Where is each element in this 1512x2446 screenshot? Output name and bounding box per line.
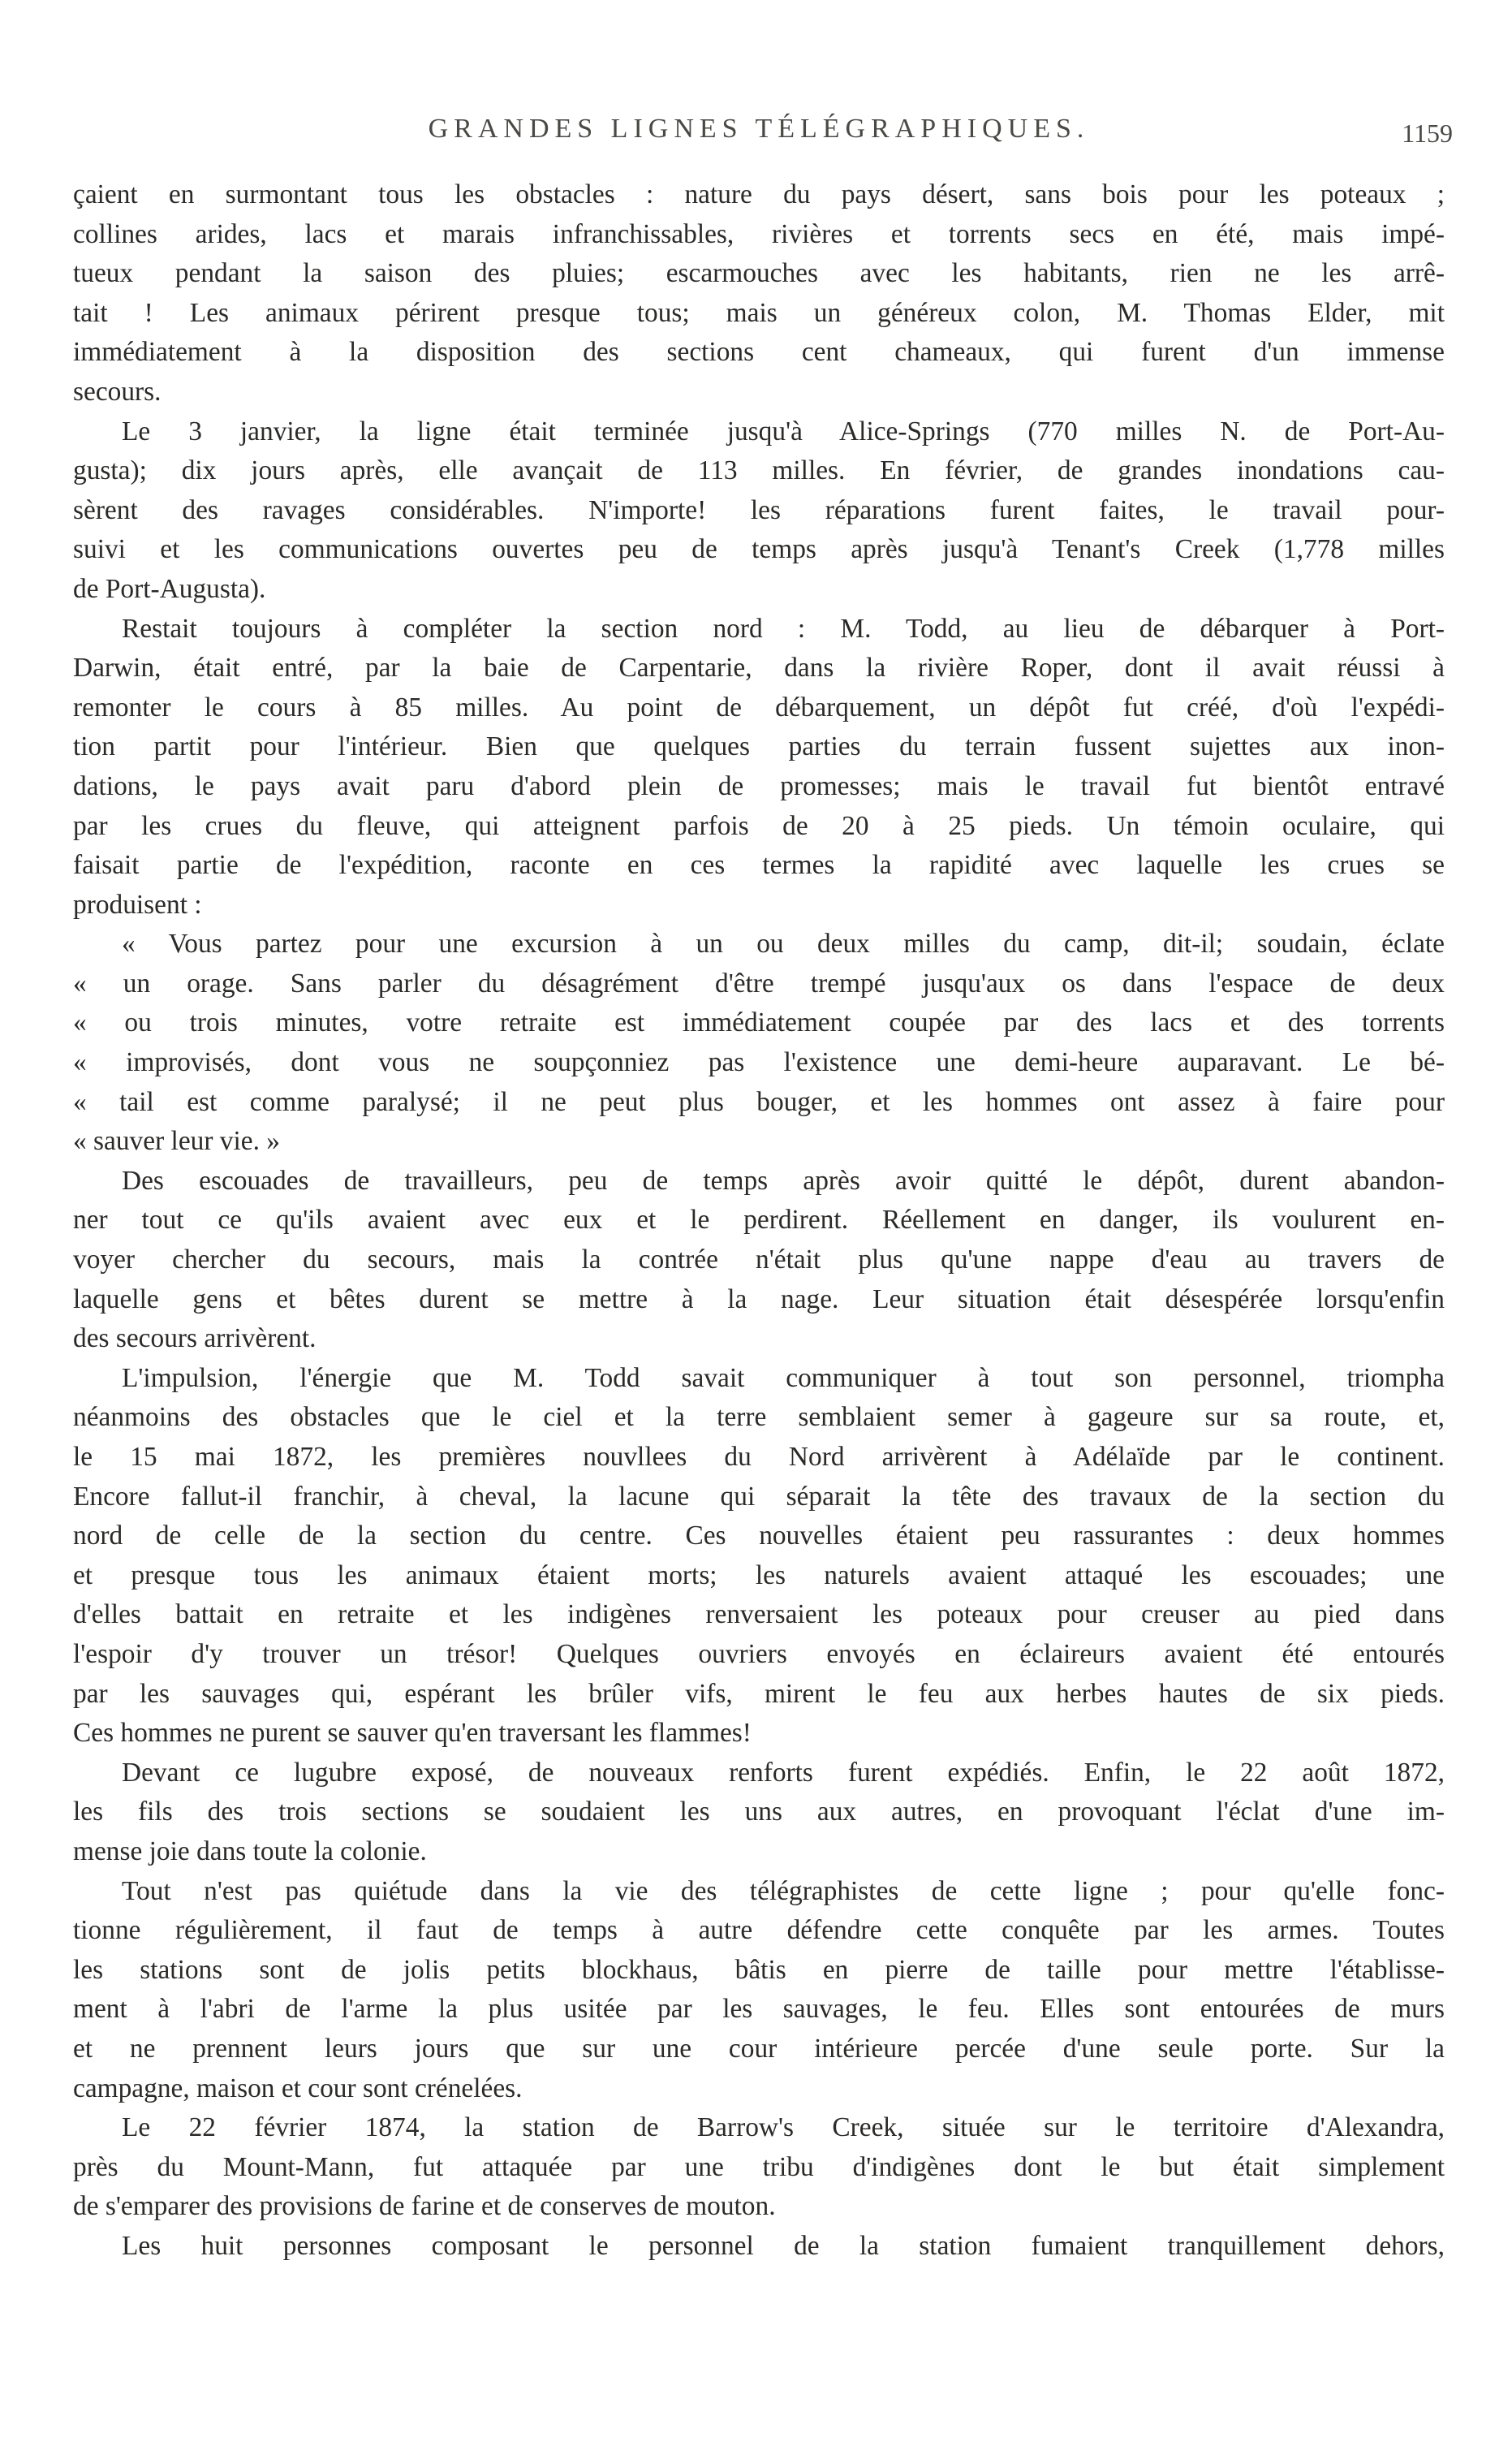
running-title: GRANDES LIGNES TÉLÉGRAPHIQUES. (428, 114, 1090, 144)
text-line: Des escouades de travailleurs, peu de temps après avoir quitté le dépôt, durent abandon- (122, 1165, 1445, 1196)
text-line: et presque tous les animaux étaient morts; les naturels avaient attaqué les escouades; une (73, 1559, 1445, 1590)
text-line: des secours arrivèrent. (73, 1323, 317, 1354)
text-line: les stations sont de jolis petits blockhaus, bâtis en pierre de taille pour mettre l'établisse- (73, 1954, 1445, 1985)
text-line: tionne régulièrement, il faut de temps à autre défendre cette conquête par les armes. Toutes (73, 1915, 1445, 1946)
text-line: et ne prennent leurs jours que sur une cour intérieure percée d'une seule porte. Sur la (73, 2033, 1445, 2064)
paragraph (73, 610, 1445, 925)
body-text (73, 175, 1445, 2266)
text-line: campagne, maison et cour sont crénelées. (73, 2073, 523, 2103)
text-line: immédiatement à la disposition des sections cent chameaux, qui furent d'un immense (73, 337, 1445, 368)
text-line: Le 22 février 1874, la station de Barrow's Creek, située sur le territoire d'Alexandra, (122, 2112, 1445, 2143)
paragraph (73, 2108, 1445, 2227)
text-line: tueux pendant la saison des pluies; escarmouches avec les habitants, rien ne les arrê- (73, 258, 1445, 289)
text-line: « sauver leur vie. » (73, 1126, 280, 1157)
text-line: L'impulsion, l'énergie que M. Todd savait communiquer à tout son personnel, triompha (122, 1362, 1445, 1393)
text-line: Les huit personnes composant le personnel de la station fumaient tranquillement dehors, (122, 2230, 1445, 2261)
text-line: sèrent des ravages considérables. N'importe! les réparations furent faites, le travail pour- (73, 494, 1445, 525)
text-line: le 15 mai 1872, les premières nouvllees du Nord arrivèrent à Adélaïde par le continent. (73, 1442, 1445, 1472)
text-line: par les sauvages qui, espérant les brûler vifs, mirent le feu aux herbes hautes de six pieds. (73, 1678, 1445, 1709)
text-line: Ces hommes ne purent se sauver qu'en traversant les flammes! (73, 1718, 752, 1749)
text-line: « Vous partez pour une excursion à un ou deux milles du camp, dit-il; soudain, éclate (122, 929, 1445, 960)
paragraph (73, 412, 1445, 610)
paragraph (73, 1872, 1445, 2109)
running-head (73, 114, 1453, 162)
paragraph (73, 2227, 1445, 2267)
text-line: suivi et les communications ouvertes peu de temps après jusqu'à Tenant's Creek (1,778 milles (73, 534, 1445, 565)
text-line: Le 3 janvier, la ligne était terminée jusqu'à Alice-Springs (770 milles N. de Port-Au- (122, 416, 1445, 446)
text-line: collines arides, lacs et marais infranchissables, rivières et torrents secs en été, mais impé- (73, 218, 1445, 249)
text-line: l'espoir d'y trouver un trésor! Quelques ouvriers envoyés en éclaireurs avaient été entourés (73, 1638, 1445, 1669)
text-line: de s'emparer des provisions de farine et de conserves de mouton. (73, 2191, 776, 2222)
text-line: d'elles battait en retraite et les indigènes renversaient les poteaux pour creuser au pied dans (73, 1599, 1445, 1630)
text-line: par les crues du fleuve, qui atteignent parfois de 20 à 25 pieds. Un témoin oculaire, qui (73, 810, 1445, 841)
text-line: Encore fallut-il franchir, à cheval, la lacune qui séparait la tête des travaux de la section du (73, 1481, 1445, 1512)
text-line: Darwin, était entré, par la baie de Carpentarie, dans la rivière Roper, dont il avait réussi à (73, 653, 1445, 684)
paragraph (73, 925, 1445, 1162)
text-line: « tail est comme paralysé; il ne peut plus bouger, et les hommes ont assez à faire pour (73, 1086, 1445, 1117)
text-line: « improvisés, dont vous ne soupçonniez pas l'existence une demi-heure auparavant. Le bé- (73, 1047, 1445, 1078)
text-line: çaient en surmontant tous les obstacles : nature du pays désert, sans bois pour les poteaux ; (73, 179, 1445, 209)
text-line: les fils des trois sections se soudaient les uns aux autres, en provoquant l'éclat d'une im- (73, 1797, 1445, 1827)
text-line: de Port-Augusta). (73, 573, 266, 604)
paragraph (73, 1359, 1445, 1754)
text-line: tait ! Les animaux périrent presque tous; mais un généreux colon, M. Thomas Elder, mit (73, 297, 1445, 328)
document-page (73, 114, 1453, 2266)
text-line: laquelle gens et bêtes durent se mettre à la nage. Leur situation était désespérée lorsqu'enfin (73, 1283, 1445, 1314)
text-line: « ou trois minutes, votre retraite est immédiatement coupée par des lacs et des torrents (73, 1007, 1445, 1038)
text-line: « un orage. Sans parler du désagrément d'être trempé jusqu'aux os dans l'espace de deux (73, 968, 1445, 999)
text-line: Devant ce lugubre exposé, de nouveaux renforts furent expédiés. Enfin, le 22 août 1872, (122, 1757, 1445, 1788)
text-line: néanmoins des obstacles que le ciel et la terre semblaient semer à gageure sur sa route, et, (73, 1402, 1445, 1433)
text-line: faisait partie de l'expédition, raconte en ces termes la rapidité avec laquelle les crues se (73, 850, 1445, 881)
text-line: voyer chercher du secours, mais la contrée n'était plus qu'une nappe d'eau au travers de (73, 1245, 1445, 1275)
text-line: Tout n'est pas quiétude dans la vie des télégraphistes de cette ligne ; pour qu'elle fonc- (122, 1875, 1445, 1906)
text-line: secours. (73, 376, 162, 407)
text-line: produisent : (73, 889, 202, 920)
paragraph (73, 1162, 1445, 1359)
text-line: nord de celle de la section du centre. Ces nouvelles étaient peu rassurantes : deux hommes (73, 1521, 1445, 1551)
text-line: remonter le cours à 85 milles. Au point de débarquement, un dépôt fut créé, d'où l'expédi- (73, 692, 1445, 723)
paragraph (73, 175, 1445, 412)
text-line: mense joie dans toute la colonie. (73, 1836, 427, 1866)
text-line: Restait toujours à compléter la section nord : M. Todd, au lieu de débarquer à Port- (122, 613, 1445, 644)
paragraph (73, 1754, 1445, 1872)
text-line: ner tout ce qu'ils avaient avec eux et le perdirent. Réellement en danger, ils voulurent en- (73, 1205, 1445, 1236)
text-line: près du Mount-Mann, fut attaquée par une tribu d'indigènes dont le but était simplement (73, 2151, 1445, 2182)
text-line: ment à l'abri de l'arme la plus usitée par les sauvages, le feu. Elles sont entourées de murs (73, 1994, 1445, 2025)
text-line: gusta); dix jours après, elle avançait de 113 milles. En février, de grandes inondations cau- (73, 455, 1445, 486)
text-line: dations, le pays avait paru d'abord plein de promesses; mais le travail fut bientôt entravé (73, 770, 1445, 801)
text-line: tion partit pour l'intérieur. Bien que quelques parties du terrain fussent sujettes aux inon- (73, 731, 1445, 762)
page-number: 1159 (1402, 119, 1453, 148)
